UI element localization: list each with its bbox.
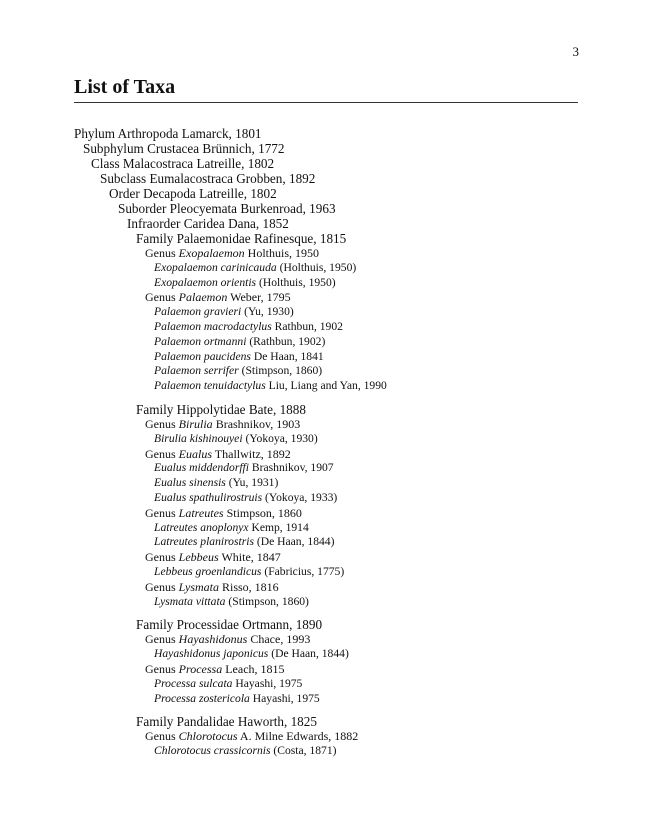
taxon-authority: (Stimpson, 1860): [238, 364, 323, 378]
taxon-rank-label: Genus: [145, 579, 179, 594]
taxon-name: Palaemon tenuidactylus: [154, 379, 266, 393]
taxon-genus: [145, 447, 578, 462]
taxon-species: [154, 305, 578, 320]
taxon-name: Processa zostericola: [154, 691, 250, 705]
taxon-authority: (Yokoya, 1930): [242, 431, 318, 445]
taxon-species: [154, 744, 578, 759]
taxon-rank-label: Genus: [145, 246, 179, 260]
taxon-name: Latreutes anoplonyx: [154, 520, 249, 534]
taxon-authority: Brashnikov, 1903: [212, 416, 301, 431]
taxon-species: [154, 565, 578, 580]
taxon-name: Caridea: [183, 216, 225, 231]
taxon-name: Crustacea: [147, 141, 200, 156]
taxon-authority: (De Haan, 1844): [268, 647, 349, 661]
taxon-authority: A. Milne Edwards, 1882: [237, 729, 359, 744]
taxon-genus: [145, 729, 578, 744]
taxon-species: [154, 677, 578, 692]
taxon-authority: (Rathbun, 1902): [246, 334, 326, 348]
taxon-genus: [145, 632, 578, 647]
taxon-name: Palaemonidae: [176, 231, 251, 246]
taxon-authority: (Holthuis, 1950): [256, 275, 336, 289]
taxon-rank-label: Order: [109, 186, 144, 201]
taxon-rank-label: Genus: [145, 416, 179, 431]
taxon-authority: (De Haan, 1844): [253, 535, 335, 549]
taxon-rank-label: Genus: [145, 661, 179, 676]
taxon-rank-label: Genus: [145, 550, 179, 565]
taxon-family: [136, 402, 578, 417]
taxon-name: Lysmata: [178, 579, 219, 594]
taxon-authority: (Stimpson, 1860): [225, 594, 309, 608]
taxon-name: Pleocyemata: [169, 201, 238, 216]
taxon-order: [109, 186, 578, 201]
taxon-authority: Brünnich, 1772: [199, 141, 285, 156]
taxon-rank-label: Family: [136, 231, 177, 246]
taxon-authority: (Yu, 1931): [225, 476, 279, 490]
taxon-genus: [145, 550, 578, 565]
taxon-name: Hayashidonus japonicus: [154, 647, 269, 661]
taxon-name: Hayashidonus: [178, 632, 248, 647]
taxon-authority: White, 1847: [218, 550, 281, 565]
taxon-species: [154, 320, 578, 335]
taxon-name: Palaemon macrodactylus: [154, 319, 272, 333]
taxon-authority: De Haan, 1841: [250, 349, 324, 363]
taxon-authority: Weber, 1795: [227, 290, 291, 305]
taxon-name: Latreutes: [178, 505, 224, 520]
taxon-name: Eualus: [178, 446, 213, 461]
taxon-name: Palaemon: [178, 290, 228, 305]
taxon-rank-label: Family: [136, 714, 177, 730]
taxon-name: Birulia kishinouyei: [154, 431, 243, 445]
taxon-rank-label: Genus: [145, 290, 179, 305]
taxon-authority: Chace, 1993: [247, 632, 311, 647]
taxon-name: Eualus spathulirostruis: [154, 490, 263, 504]
taxon-family: [136, 231, 578, 246]
taxon-species: [154, 692, 578, 707]
taxon-authority: Kemp, 1914: [248, 520, 309, 534]
taxon-name: Exopalaemon carinicauda: [154, 260, 277, 274]
taxon-authority: (Yokoya, 1933): [262, 490, 338, 504]
taxon-species: [154, 647, 578, 662]
taxon-species: [154, 535, 578, 550]
taxon-authority: Latreille, 1802: [193, 156, 275, 171]
taxon-family: [136, 714, 578, 729]
taxon-name: Chlorotocus: [178, 729, 238, 744]
taxon-name: Eualus sinensis: [154, 476, 226, 490]
taxon-species: [154, 491, 578, 506]
taxon-genus: [145, 290, 578, 305]
taxon-name: Eumalacostraca: [149, 171, 233, 186]
taxon-genus: [145, 246, 578, 261]
taxa-list: [74, 126, 578, 759]
taxon-name: Lysmata vittata: [154, 594, 226, 608]
taxon-genus: [145, 506, 578, 521]
taxon-rank-label: Family: [136, 401, 177, 417]
taxon-name: Hippolytidae: [176, 401, 246, 417]
taxon-rank-label: Subclass: [100, 171, 150, 186]
taxon-name: Decapoda: [143, 186, 196, 201]
taxon-authority: Burkenroad, 1963: [237, 201, 336, 216]
taxon-name: Palaemon serrifer: [154, 364, 239, 378]
taxon-name: Processa: [178, 661, 223, 676]
taxon-authority: Dana, 1852: [224, 216, 289, 231]
taxon-species: [154, 432, 578, 447]
taxon-authority: Stimpson, 1860: [223, 505, 302, 520]
taxon-authority: (Yu, 1930): [241, 305, 294, 319]
taxon-authority: Hayashi, 1975: [249, 691, 320, 705]
taxon-infraorder: [127, 216, 578, 231]
taxon-rank-label: Infraorder: [127, 216, 184, 231]
page-title: List of Taxa: [74, 76, 578, 103]
taxon-authority: Brashnikov, 1907: [249, 461, 334, 475]
taxon-authority: Holthuis, 1950: [244, 246, 319, 260]
taxon-name: Latreutes planirostris: [154, 535, 254, 549]
taxon-authority: Lamarck, 1801: [178, 126, 262, 141]
taxon-suborder: [118, 201, 578, 216]
taxon-name: Malacostraca: [122, 156, 194, 171]
taxon-rank-label: Family: [136, 617, 177, 633]
taxon-rank-label: Genus: [145, 505, 179, 520]
taxon-authority: (Fabricius, 1775): [261, 564, 345, 578]
taxon-authority: Hayashi, 1975: [232, 676, 303, 690]
taxon-rank-label: Class: [91, 156, 123, 171]
taxon-rank-label: Genus: [145, 446, 179, 461]
taxon-authority: Thallwitz, 1892: [212, 446, 291, 461]
taxon-rank-label: Genus: [145, 729, 179, 744]
taxon-authority: Ortmann, 1890: [238, 617, 323, 633]
taxon-authority: Bate, 1888: [245, 401, 306, 417]
taxon-name: Lebbeus: [178, 550, 219, 565]
taxon-name: Birulia: [178, 416, 213, 431]
taxon-species: [154, 521, 578, 536]
taxon-genus: [145, 417, 578, 432]
taxon-authority: Risso, 1816: [218, 579, 279, 594]
taxon-name: Processidae: [176, 617, 239, 633]
taxon-genus: [145, 662, 578, 677]
taxon-species: [154, 350, 578, 365]
taxon-class: [91, 156, 578, 171]
taxon-rank-label: Subphylum: [83, 141, 148, 156]
taxon-species: [154, 335, 578, 350]
taxon-species: [154, 595, 578, 610]
taxon-species: [154, 276, 578, 291]
taxon-species: [154, 476, 578, 491]
taxon-name: Exopalaemon orientis: [154, 275, 257, 289]
taxon-authority: Haworth, 1825: [234, 714, 317, 730]
taxon-rank-label: Phylum: [74, 126, 118, 141]
taxon-species: [154, 379, 578, 394]
taxon-rank-label: Genus: [145, 632, 179, 647]
taxon-authority: Rafinesque, 1815: [250, 231, 347, 246]
taxon-species: [154, 261, 578, 276]
taxon-name: Exopalaemon: [178, 246, 245, 260]
taxon-name: Processa sulcata: [154, 676, 233, 690]
taxon-name: Palaemon ortmanni: [154, 334, 247, 348]
taxon-name: Palaemon gravieri: [154, 305, 242, 319]
taxon-authority: Leach, 1815: [222, 661, 285, 676]
taxon-authority: Latreille, 1802: [195, 186, 277, 201]
taxon-authority: Liu, Liang and Yan, 1990: [265, 379, 387, 393]
taxon-name: Chlorotocus crassicornis: [154, 744, 271, 758]
taxon-family: [136, 617, 578, 632]
taxon-name: Lebbeus groenlandicus: [154, 564, 262, 578]
page-number: 3: [572, 44, 579, 59]
taxon-authority: (Costa, 1871): [270, 744, 337, 758]
taxon-subclass: [100, 171, 578, 186]
taxon-rank-label: Suborder: [118, 201, 170, 216]
taxon-phylum: [74, 126, 578, 141]
taxon-name: Pandalidae: [176, 714, 235, 730]
taxon-name: Palaemon paucidens: [154, 349, 251, 363]
taxon-subphylum: [83, 141, 578, 156]
taxon-authority: Rathbun, 1902: [271, 319, 343, 333]
taxon-species: [154, 364, 578, 379]
taxon-genus: [145, 580, 578, 595]
taxon-authority: Grobben, 1892: [232, 171, 316, 186]
taxon-authority: (Holthuis, 1950): [276, 260, 357, 274]
taxon-name: Eualus middendorffi: [154, 461, 250, 475]
taxon-species: [154, 461, 578, 476]
taxon-name: Arthropoda: [117, 126, 179, 141]
